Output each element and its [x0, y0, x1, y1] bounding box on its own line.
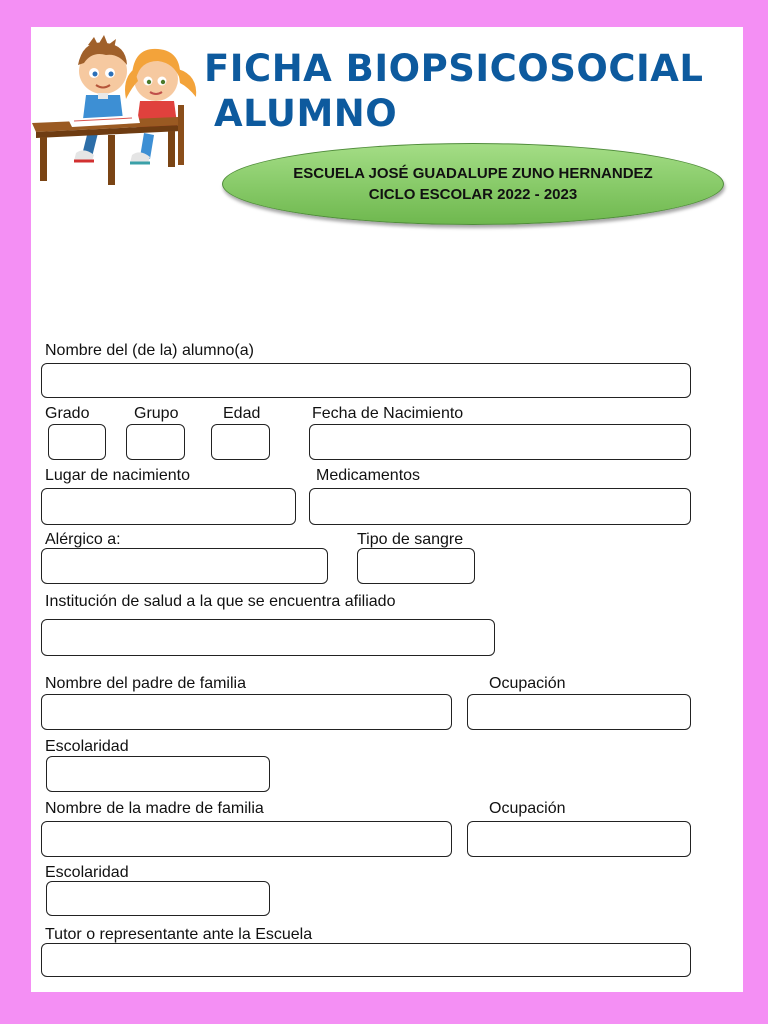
father-schooling-field[interactable]: [46, 756, 270, 792]
girl-figure: [125, 49, 196, 163]
page-title-line2: ALUMNO: [214, 92, 398, 135]
children-at-desk-illustration: [28, 35, 203, 185]
group-field[interactable]: [126, 424, 185, 460]
allergic-label: Alérgico a:: [45, 531, 121, 548]
allergic-field[interactable]: [41, 548, 328, 584]
school-year: CICLO ESCOLAR 2022 - 2023: [368, 186, 578, 203]
mother-name-field[interactable]: [41, 821, 452, 857]
mother-occupation-label: Ocupación: [489, 800, 566, 817]
blood-type-label: Tipo de sangre: [357, 531, 464, 548]
father-name-label: Nombre del padre de familia: [45, 675, 246, 692]
tutor-label: Tutor o representante ante la Escuela: [45, 926, 313, 943]
medications-label: Medicamentos: [316, 467, 421, 484]
student-name-field[interactable]: [41, 363, 691, 398]
grade-field[interactable]: [48, 424, 106, 460]
age-label: Edad: [223, 405, 261, 422]
birth-date-label: Fecha de Nacimiento: [312, 405, 464, 422]
boy-figure: [74, 35, 127, 161]
health-institution-label: Institución de salud a la que se encuentra afiliado: [45, 593, 396, 610]
father-name-field[interactable]: [41, 694, 452, 730]
student-name-label: Nombre del (de la) alumno(a): [45, 342, 254, 359]
group-label: Grupo: [134, 405, 179, 422]
health-institution-field[interactable]: [41, 619, 495, 656]
mother-schooling-field[interactable]: [46, 881, 270, 916]
mother-name-label: Nombre de la madre de familia: [45, 800, 264, 817]
medications-field[interactable]: [309, 488, 691, 525]
mother-schooling-label: Escolaridad: [45, 864, 129, 881]
father-occupation-field[interactable]: [467, 694, 691, 730]
blood-type-field[interactable]: [357, 548, 475, 584]
birth-date-field[interactable]: [309, 424, 691, 460]
age-field[interactable]: [211, 424, 270, 460]
father-schooling-label: Escolaridad: [45, 738, 129, 755]
mother-occupation-field[interactable]: [467, 821, 691, 857]
school-name: ESCUELA JOSÉ GUADALUPE ZUNO HERNANDEZ: [293, 165, 653, 182]
grade-label: Grado: [45, 405, 90, 422]
birth-place-label: Lugar de nacimiento: [45, 467, 190, 484]
school-banner: [222, 143, 724, 225]
father-occupation-label: Ocupación: [489, 675, 566, 692]
birth-place-field[interactable]: [41, 488, 296, 525]
tutor-field[interactable]: [41, 943, 691, 977]
page-title-line1: FICHA BIOPSICOSOCIAL: [204, 47, 704, 90]
